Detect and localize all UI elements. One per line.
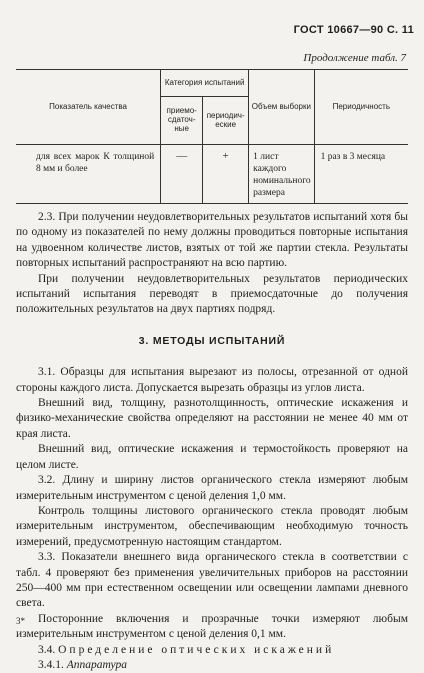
paragraph-3-4 xyxy=(16,643,408,658)
col-header-sample: Объем выборки xyxy=(249,70,314,145)
clause-number: 3.4.1. xyxy=(38,658,64,671)
paragraph-3-2: 3.2. Длину и ширину листов органического стекла измеряют любым измерительным инструментом с ценой деления 1,0 мм. xyxy=(16,474,408,502)
paragraph-3-2b: Контроль толщины листового органического стекла проводят любым измерительным инструментом, обеспечивающим необходимую точность измерений, предусмотренную настоящим стандартом. xyxy=(16,504,408,548)
paragraph-3-4-1 xyxy=(16,658,408,673)
page-signature-mark: 3* xyxy=(16,616,25,626)
row-acceptance: — xyxy=(161,145,203,204)
standard-header: ГОСТ 10667—90 С. 11 xyxy=(293,24,414,36)
row-sample: 1 лист каждого номинального размера xyxy=(249,145,314,204)
table-continuation-label: Продолжение табл. 7 xyxy=(303,52,406,64)
paragraph-3-3b: Посторонние включения и прозрачные точки измеряют любым измерительным инструментом с ценой деления 0,1 мм. xyxy=(16,612,408,641)
col-header-indicator: Показатель качества xyxy=(16,70,161,145)
clause-number: 3.4. xyxy=(38,643,56,656)
table-row xyxy=(16,145,408,204)
paragraph-2-3b: При получении неудовлетворительных результатов периодических испытаний испытания переводят в приемосдаточные до получения положительных результатов на двух партиях подряд. xyxy=(16,272,408,316)
col-header-frequency: Периодичность xyxy=(314,70,408,145)
paragraph-3-1c: Внешний вид, оптические искажения и термостойкость проверяют на целом листе. xyxy=(16,443,408,471)
test-table xyxy=(16,69,408,204)
clause-title: Аппаратура xyxy=(66,658,127,671)
paragraph-2-3: 2.3. При получении неудовлетворительных результатов испытаний хотя бы по одному из показателей по нему должны проводиться повторные испытания на удвоенном количестве листов, взятых от той же партии стекла. Результаты повторных испытаний распространяют на всю партию. xyxy=(16,211,408,270)
row-frequency: 1 раз в 3 месяца xyxy=(314,145,408,204)
col-header-periodic: периодич-еские xyxy=(203,97,249,145)
paragraph-3-1: 3.1. Образцы для испытания вырезают из полосы, отрезанной от одной стороны каждого листа. Допускается вырезать образцы из углов листа. xyxy=(16,366,408,394)
paragraph-3-1b: Внешний вид, толщину, разнотолщинность, оптические искажения и физико-механические свойства определяют на расстоянии не менее 40 мм от края листа. xyxy=(16,397,408,440)
document-body xyxy=(16,210,408,673)
row-periodic: + xyxy=(203,145,249,204)
col-header-category: Категория испытаний xyxy=(161,70,249,97)
col-header-acceptance: приемо-сдаточ-ные xyxy=(161,97,203,145)
clause-title: Определение оптических искажений xyxy=(58,643,335,656)
row-indicator: для всех марок К толщиной 8 мм и более xyxy=(16,145,161,204)
section-heading-3: 3. МЕТОДЫ ИСПЫТАНИЙ xyxy=(138,334,286,347)
paragraph-3-3: 3.3. Показатели внешнего вида органического стекла в соответствии с табл. 4 проверяют без применения увеличительных приборов на расстоянии 250—400 мм при естественном освещении или освещении лампами дневного света. xyxy=(16,551,408,610)
